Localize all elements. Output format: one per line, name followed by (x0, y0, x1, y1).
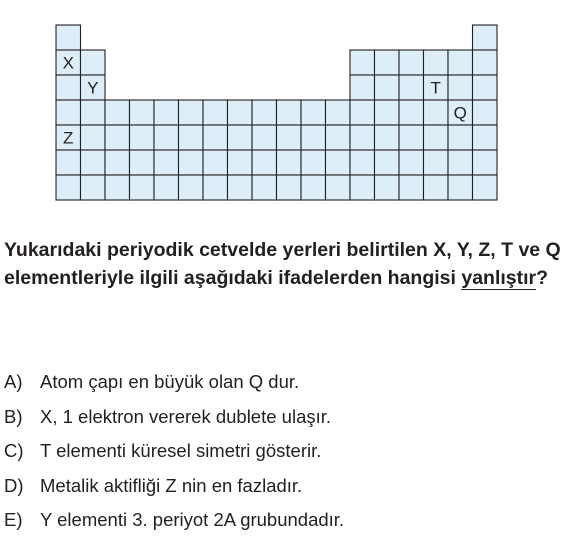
table-cell (130, 125, 155, 150)
table-cell (203, 100, 228, 125)
table-cell (130, 150, 155, 175)
table-cell (154, 175, 179, 200)
element-label-t: T (430, 78, 441, 98)
table-cell (424, 50, 449, 75)
question-text (4, 236, 562, 292)
table-cell (375, 150, 400, 175)
table-cell (399, 100, 424, 125)
table-cell (448, 75, 473, 100)
periodic-table-figure (0, 0, 565, 210)
table-cell (252, 150, 277, 175)
table-cell (81, 50, 106, 75)
option-b[interactable] (4, 405, 344, 440)
table-cell (399, 125, 424, 150)
table-cell (252, 175, 277, 200)
table-cell (228, 100, 253, 125)
option-letter: D) (4, 474, 24, 496)
table-cell (399, 50, 424, 75)
question-stem: Yukarıdaki periyodik cetvelde yerleri belirtilen X, Y, Z, T ve Q elementleriyle ilgili aşağıdaki ifadelerden hangisi (4, 239, 561, 289)
table-cell (130, 175, 155, 200)
table-cell (350, 50, 375, 75)
table-cell (203, 175, 228, 200)
table-cell (350, 100, 375, 125)
table-cell (399, 150, 424, 175)
table-cell (81, 175, 106, 200)
table-cell (375, 175, 400, 200)
option-d[interactable] (4, 474, 344, 509)
table-cell (473, 125, 498, 150)
question-mark: ? (536, 267, 549, 289)
table-cell (473, 100, 498, 125)
table-cell (81, 125, 106, 150)
periodic-table-grid (0, 0, 565, 210)
table-cell (277, 175, 302, 200)
table-cell (375, 75, 400, 100)
table-cell (326, 125, 351, 150)
table-cell (56, 150, 81, 175)
table-cell (473, 175, 498, 200)
table-cell (375, 100, 400, 125)
table-cell (179, 125, 204, 150)
table-cell (448, 175, 473, 200)
table-cell (203, 150, 228, 175)
option-text: Y elementi 3. periyot 2A grubundadır. (40, 509, 345, 530)
element-label-q: Q (453, 103, 467, 123)
table-cell (448, 150, 473, 175)
table-cell (399, 75, 424, 100)
table-cell (105, 150, 130, 175)
table-cell (252, 100, 277, 125)
table-cell (473, 50, 498, 75)
table-cell (350, 175, 375, 200)
option-letter: C) (4, 440, 24, 461)
table-cell (326, 100, 351, 125)
table-cell (448, 125, 473, 150)
element-label-x: X (62, 53, 74, 73)
table-cell (350, 150, 375, 175)
option-a[interactable] (4, 370, 344, 405)
table-cell (81, 150, 106, 175)
table-cell (154, 150, 179, 175)
table-cell (56, 25, 81, 50)
table-cell (301, 175, 326, 200)
question-emphasis: yanlıştır (461, 267, 537, 289)
table-cell (179, 100, 204, 125)
table-cell (56, 100, 81, 125)
table-cell (350, 75, 375, 100)
table-cell (301, 125, 326, 150)
table-cell (203, 125, 228, 150)
table-cell (105, 125, 130, 150)
table-cell (81, 100, 106, 125)
table-cell (228, 175, 253, 200)
table-cell (350, 125, 375, 150)
table-cell (424, 125, 449, 150)
option-text: Metalik aktifliği Z nin en fazladır. (40, 474, 303, 496)
table-cell (154, 100, 179, 125)
option-c[interactable] (4, 439, 344, 474)
table-cell (301, 150, 326, 175)
table-cell (375, 125, 400, 150)
table-cell (301, 100, 326, 125)
option-e[interactable] (4, 508, 344, 543)
option-letter: E) (4, 509, 23, 530)
table-cell (179, 175, 204, 200)
element-label-y: Y (87, 78, 99, 98)
option-text: Atom çapı en büyük olan Q dur. (40, 371, 300, 392)
option-text: X, 1 elektron vererek dublete ulaşır. (40, 405, 332, 427)
table-cell (105, 175, 130, 200)
table-cell (105, 100, 130, 125)
table-cell (277, 125, 302, 150)
option-letter: B) (4, 405, 23, 427)
table-cell (277, 100, 302, 125)
table-cell (473, 150, 498, 175)
option-letter: A) (4, 371, 23, 392)
table-cell (375, 50, 400, 75)
option-text: T elementi küresel simetri gösterir. (40, 440, 322, 461)
table-cell (448, 50, 473, 75)
table-cell (154, 125, 179, 150)
answer-options (4, 370, 344, 543)
element-label-z: Z (63, 128, 74, 148)
table-cell (56, 175, 81, 200)
table-cell (252, 125, 277, 150)
table-cell (326, 175, 351, 200)
table-cell (130, 100, 155, 125)
table-cell (56, 75, 81, 100)
table-cell (326, 150, 351, 175)
table-cell (179, 150, 204, 175)
table-cell (399, 175, 424, 200)
table-cell (424, 150, 449, 175)
table-cell (473, 25, 498, 50)
table-cell (473, 75, 498, 100)
table-cell (228, 125, 253, 150)
table-cell (424, 100, 449, 125)
table-cell (228, 150, 253, 175)
table-cell (277, 150, 302, 175)
table-cell (424, 175, 449, 200)
